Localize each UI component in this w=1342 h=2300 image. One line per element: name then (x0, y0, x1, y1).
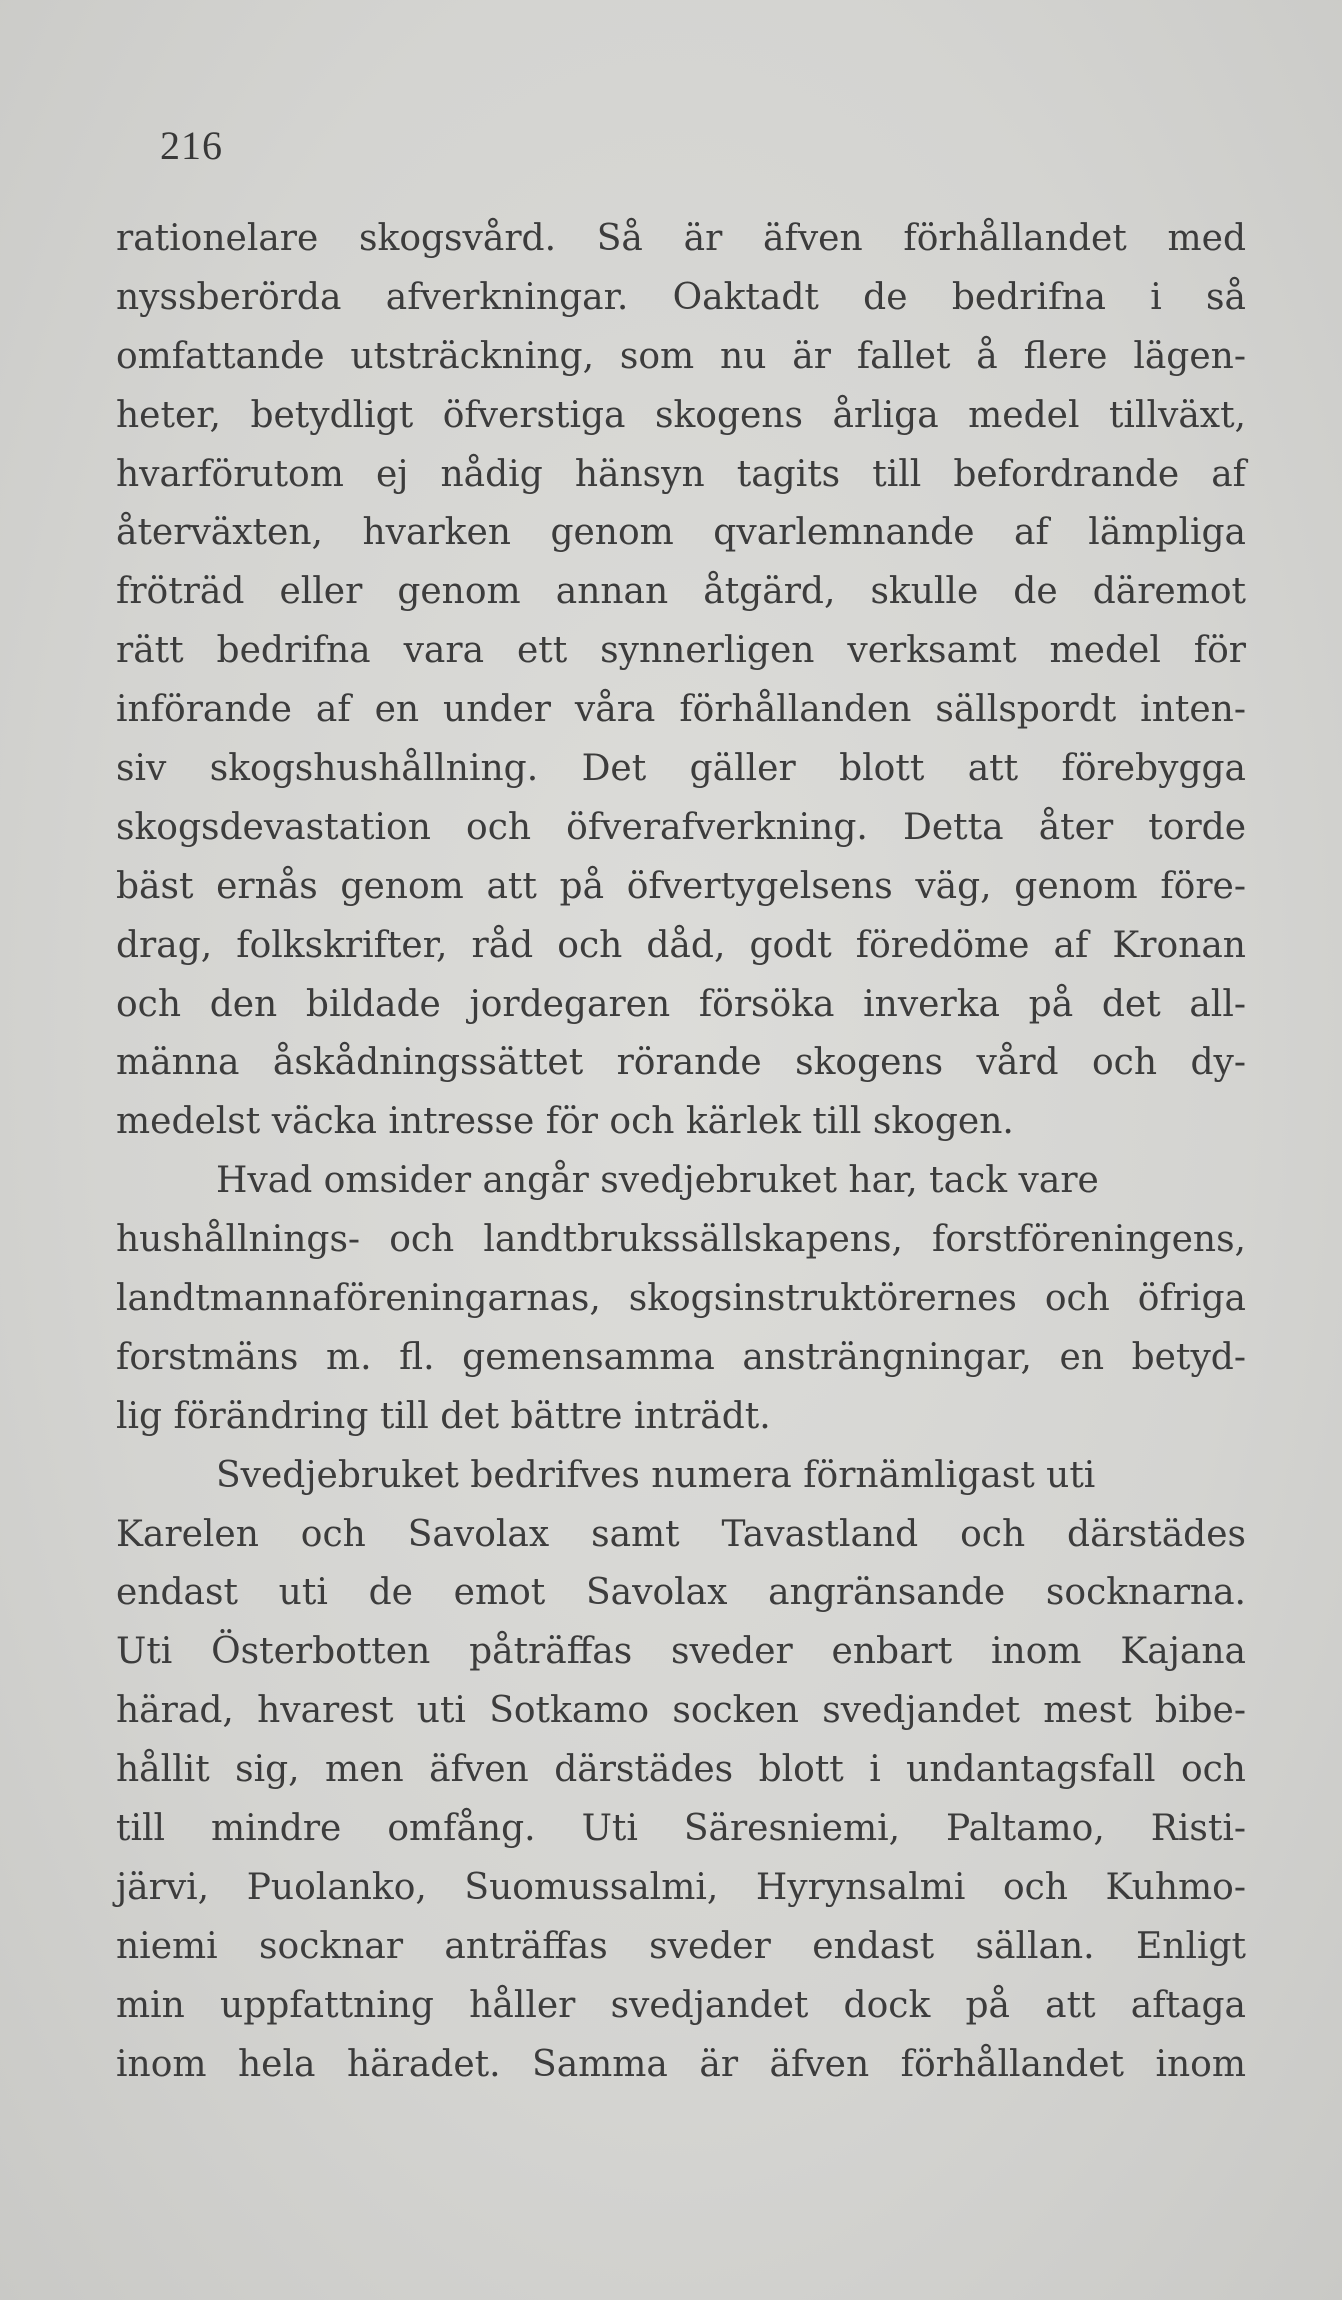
text-line: skogsdevastation och öfverafverkning. Detta åter torde (116, 806, 1246, 848)
text-line: männa åskådningssättet rörande skogens vård och dy- (116, 1042, 1246, 1084)
text-line: min uppfattning håller svedjandet dock på att aftaga (116, 1984, 1246, 2026)
text-line: bäst ernås genom att på öfvertygelsens väg, genom före- (116, 865, 1246, 907)
text-line: återväxten, hvarken genom qvarlemnande af lämpliga (116, 512, 1246, 554)
text-line: rätt bedrifna vara ett synnerligen verksamt medel för (116, 630, 1246, 672)
page-number: 216 (160, 123, 223, 168)
text-line: nyssberörda afverkningar. Oaktadt de bedrifna i så (116, 276, 1246, 318)
text-line: endast uti de emot Savolax angränsande socknarna. (116, 1572, 1246, 1614)
text-line: hållit sig, men äfven därstädes blott i undantagsfall och (116, 1749, 1246, 1791)
body-text (116, 210, 1246, 2095)
text-line: omfattande utsträckning, som nu är fallet å flere lägen- (116, 335, 1246, 377)
text-line: Hvad omsider angår svedjebruket har, tack vare (216, 1160, 1099, 1202)
text-line: forstmäns m. fl. gemensamma ansträngningar, en betyd- (116, 1336, 1246, 1378)
text-line: medelst väcka intresse för och kärlek till skogen. (116, 1101, 1014, 1143)
text-line: siv skogshushållning. Det gäller blott att förebygga (116, 748, 1246, 790)
text-line: införande af en under våra förhållanden sällspordt inten- (116, 689, 1246, 731)
text-line: härad, hvarest uti Sotkamo socken svedjandet mest bibe- (116, 1690, 1246, 1732)
text-line: Svedjebruket bedrifves numera förnämligast uti (216, 1454, 1096, 1496)
text-line: och den bildade jordegaren försöka inverka på det all- (116, 983, 1246, 1025)
text-line: heter, betydligt öfverstiga skogens årliga medel tillväxt, (116, 394, 1246, 436)
text-line: inom hela häradet. Samma är äfven förhållandet inom (116, 2043, 1246, 2085)
text-line: lig förändring till det bättre inträdt. (116, 1395, 771, 1437)
text-line: landtmannaföreningarnas, skogsinstruktörernes och öfriga (116, 1278, 1246, 1320)
text-line: Uti Österbotten påträffas sveder enbart inom Kajana (116, 1631, 1246, 1673)
text-line: fröträd eller genom annan åtgärd, skulle de däremot (116, 571, 1246, 613)
text-line: hushållnings- och landtbrukssällskapens, forstföreningens, (116, 1219, 1246, 1261)
text-line: till mindre omfång. Uti Säresniemi, Paltamo, Risti- (116, 1808, 1246, 1850)
text-line: niemi socknar anträffas sveder endast sällan. Enligt (116, 1925, 1246, 1967)
text-line: järvi, Puolanko, Suomussalmi, Hyrynsalmi och Kuhmo- (116, 1866, 1246, 1908)
text-line: drag, folkskrifter, råd och dåd, godt föredöme af Kronan (116, 924, 1246, 966)
text-line: Karelen och Savolax samt Tavastland och därstädes (116, 1513, 1246, 1555)
text-line: hvarförutom ej nådig hänsyn tagits till befordrande af (116, 453, 1246, 495)
text-line: rationelare skogsvård. Så är äfven förhållandet med (116, 218, 1246, 259)
